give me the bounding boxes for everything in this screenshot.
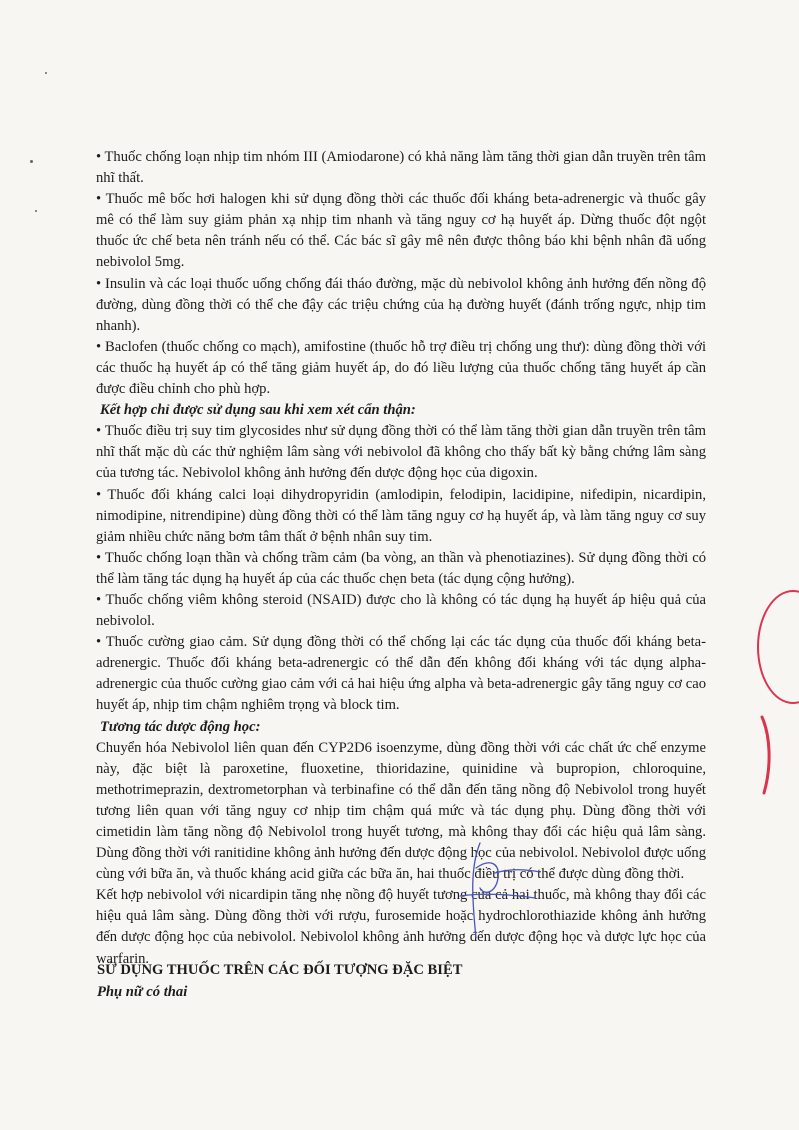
paragraph: • Thuốc mê bốc hơi halogen khi sử dụng đồng thời các thuốc đối kháng beta-adrenergic và thuốc gây mê có thể làm suy giảm phản xạ nhịp tim nhanh và tăng nguy cơ hạ huyết áp. Dừng thuốc đột ngột thuốc ức chế beta nên tránh nếu có thể. Các bác sĩ gây mê nên được thông báo khi bệnh nhân đã uống nebivolol 5mg.	[96, 191, 706, 271]
paragraph: • Thuốc chống loạn nhịp tim nhóm III (Amiodarone) có khả năng làm tăng thời gian dẫn truyền trên tâm nhĩ thất.	[96, 149, 706, 187]
paragraph: Kết hợp nebivolol với nicardipin tăng nhẹ nồng độ huyết tương của cả hai thuốc, mà không thay đổi các hiệu quả lâm sàng. Dùng đồng thời với rượu, furosemide hoặc hydrochlorothiazide không ảnh hưởng đến dược động học của nebivolol. Nebivolol không ảnh hưởng đến dược động học và dược lực học của warfarin.	[96, 887, 706, 967]
paragraph: • Thuốc điều trị suy tim glycosides như sử dụng đồng thời có thể làm tăng thời gian dẫn truyền trên tâm nhĩ thất mặc dù các thử nghiệm lâm sàng với nebivolol đã không cho thấy bất kỳ bằng chứng lâm sàng của tương tác. Nebivolol không ảnh hưởng đến dược động học của digoxin.	[96, 423, 706, 482]
scan-speck	[35, 210, 37, 212]
scan-speck	[30, 160, 33, 163]
section-subtitle: Phụ nữ có thai	[97, 984, 188, 1000]
handwritten-signature	[440, 838, 560, 948]
scan-speck	[45, 72, 47, 74]
red-stamp-mark	[760, 715, 774, 795]
section-title: SỬ DỤNG THUỐC TRÊN CÁC ĐỐI TƯỢNG ĐẶC BIỆT	[97, 962, 463, 978]
subheading: Tương tác dược động học:	[100, 718, 261, 735]
paragraph: • Thuốc chống loạn thần và chống trầm cảm (ba vòng, an thần và phenotiazines). Sử dụng đồng thời có thể làm tăng tác dụng hạ huyết áp của các thuốc chẹn beta (tác dụng cộng hưởng).	[96, 549, 706, 587]
red-seal-stamp	[757, 590, 799, 704]
paragraph: • Thuốc đối kháng calci loại dihydropyridin (amlodipin, felodipin, lacidipine, nifedipin, nicardipin, nimodipine, nitrendipine) dùng đồng thời có thể làm tăng nguy cơ hạ huyết áp, và làm tăng nguy cơ suy giảm nhiều chức năng bơm tâm thất ở bệnh nhân suy tim.	[96, 486, 706, 545]
paragraph: Chuyển hóa Nebivolol liên quan đến CYP2D6 isoenzyme, dùng đồng thời với các chất ức chế enzyme này, đặc biệt là paroxetine, fluoxetine, thioridazine, quinidine và bupropion, chloroquine, methotrimeprazin, dextrometorphan và terbinafine có thể dẫn đến tăng nồng độ Nebivolol trong huyết tương liên quan với tăng nguy cơ nhịp tim chậm quá mức và tác dụng phụ. Dùng đồng thời với cimetidin làm tăng nồng độ Nebivolol trong huyết tương, mà không thay đổi các hiệu quả lâm sàng. Dùng đồng thời với ranitidine không ảnh hưởng đến dược động học của nebivolol. Nebivolol được uống cùng với bữa ăn, và thuốc kháng acid giữa các bữa ăn, hai thuốc điều trị có thể được dùng đồng thời.	[96, 739, 706, 883]
document-body	[96, 147, 706, 970]
special-populations-section	[97, 959, 707, 1003]
subheading: Kết hợp chỉ được sử dụng sau khi xem xét cẩn thận:	[100, 402, 416, 419]
paragraph: • Thuốc chống viêm không steroid (NSAID) được cho là không có tác dụng hạ huyết áp hiệu quả của nebivolol.	[96, 591, 706, 630]
paragraph: • Thuốc cường giao cảm. Sử dụng đồng thời có thể chống lại các tác dụng của thuốc đối kháng beta-adrenergic. Thuốc đối kháng beta-adrenergic có thể dẫn đến không đối kháng với tác dụng alpha-adrenergic của thuốc cường giao cảm với cả hai hiệu ứng alpha và beta-adrenergic gây tăng nguy cơ cao huyết áp, nhịp tim chậm nghiêm trọng và block tim.	[96, 634, 706, 714]
paragraph: • Baclofen (thuốc chống co mạch), amifostine (thuốc hỗ trợ điều trị chống ung thư): dùng đồng thời với các thuốc hạ huyết áp có thể tăng giảm huyết áp, do đó liều lượng của thuốc chống tăng huyết áp cần được điều chỉnh cho phù hợp.	[96, 338, 706, 398]
paragraph: • Insulin và các loại thuốc uống chống đái tháo đường, mặc dù nebivolol không ảnh hưởng đến nồng độ đường, dùng đồng thời có thể che đậy các triệu chứng của hạ đường huyết (đánh trống ngực, nhịp tim nhanh).	[96, 275, 706, 334]
